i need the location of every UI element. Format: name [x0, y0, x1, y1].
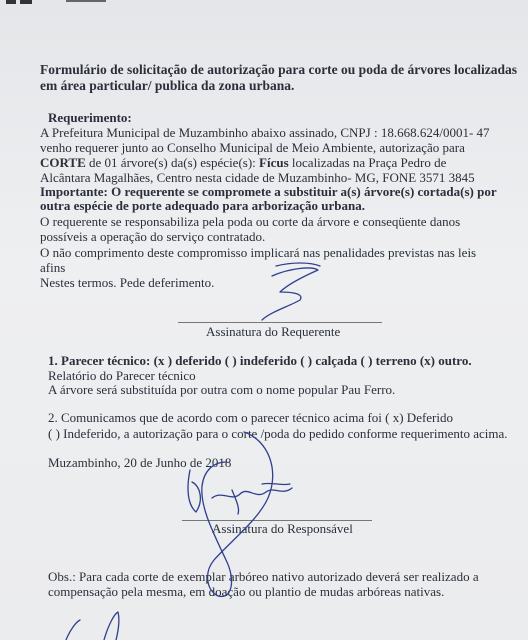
- requerimento-line-2: venho requerer junto ao Conselho Municipal de Meio Ambiente, autorização para: [40, 140, 465, 155]
- requerente-signature-label: Assinatura do Requerente: [206, 324, 341, 339]
- note-line-1: O requerente se responsabiliza pela poda ou corte da árvore e conseqüente danos: [40, 214, 461, 229]
- note-line-3: O não comprimento deste compromisso implicará nas penalidades previstas nas leis: [40, 245, 477, 260]
- corte-middle: de 01 árvore(s) da(s) espécie(s):: [85, 155, 260, 170]
- requerimento-heading: Requerimento:: [48, 110, 132, 125]
- comunicado-line-1: 2. Comunicamos que de acordo com o parecer técnico acima foi ( x) Deferido: [48, 410, 453, 425]
- obs-line-2: compensação pela mesma, em doação ou plantio de mudas arbóreas nativas.: [48, 584, 445, 599]
- relatorio-label: Relatório do Parecer técnico: [48, 368, 196, 383]
- important-line-2: outra espécie de porte adequado para arborização urbana.: [40, 198, 365, 213]
- form-title-line-1: Formulário de solicitação de autorização para corte ou poda de árvores localizadas: [40, 62, 518, 77]
- note-line-5: Nestes termos. Pede deferimento.: [40, 275, 215, 290]
- note-line-4: afins: [40, 260, 66, 275]
- corte-rest: localizadas na Praça Pedro de: [288, 155, 447, 170]
- species-name: Fícus: [259, 155, 289, 170]
- bottom-left-signature-fragment: [104, 612, 119, 640]
- responsavel-signature: [202, 432, 273, 597]
- date-line: Muzambinho, 20 de Junho de 2018: [48, 455, 232, 470]
- note-line-2: possíveis a operação do serviço contratado.: [40, 229, 266, 244]
- relatorio-text: A árvore será substituída por outra com o nome popular Pau Ferro.: [48, 382, 396, 397]
- corte-word: CORTE: [40, 155, 86, 170]
- requerente-signature: [262, 268, 318, 320]
- form-title-line-2: em área particular/ publica da zona urbana.: [40, 78, 295, 93]
- requerimento-line-1: A Prefeitura Municipal de Muzambinho abaixo assinado, CNPJ : 18.668.624/0001- 47: [40, 125, 490, 140]
- requerimento-line-3: Alcântara Magalhães, Centro nesta cidade de Muzambinho- MG, FONE 3571 3845: [40, 170, 475, 185]
- responsavel-signature-label: Assinatura do Responsável: [212, 521, 353, 536]
- comunicado-line-2: ( ) Indeferido, a autorização para o corte /poda do pedido conforme requerimento acima.: [48, 426, 508, 441]
- obs-line-1: Obs.: Para cada corte de exemplar arbóreo nativo autorizado deverá ser realizado a: [48, 569, 479, 584]
- parecer-heading: 1. Parecer técnico: (x ) deferido ( ) indeferido ( ) calçada ( ) terreno (x) outro.: [48, 353, 472, 368]
- important-line-1: Importante: O requerente se compromete a substituir a(s) árvore(s) cortada(s) por: [40, 184, 497, 199]
